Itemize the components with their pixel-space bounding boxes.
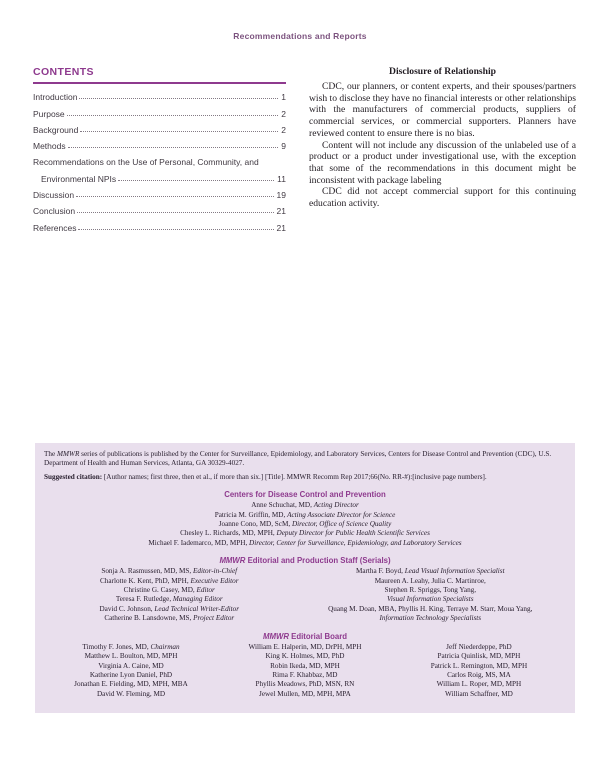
toc-label: Background bbox=[33, 124, 79, 135]
editorial-board-column-3 bbox=[392, 643, 566, 699]
person-line bbox=[44, 511, 566, 520]
toc-page-number: 2 bbox=[281, 124, 286, 135]
person-name: Patrick L. Remington, MD, MPH bbox=[430, 661, 528, 670]
person-name: Quang M. Doan, MBA, Phyllis H. King, Terraye M. Starr, Moua Yang, bbox=[328, 604, 533, 613]
person-name: William E. Halperin, MD, DrPH, MPH bbox=[248, 642, 362, 651]
person-line bbox=[44, 529, 566, 538]
person-line bbox=[44, 671, 218, 680]
person-line bbox=[44, 520, 566, 529]
disclosure-title: Disclosure of Relationship bbox=[389, 66, 496, 77]
toc-entry bbox=[33, 86, 286, 102]
person-line bbox=[218, 643, 392, 652]
person-line bbox=[295, 614, 566, 623]
person-line bbox=[218, 680, 392, 689]
person-name: King K. Holmes, MD, PhD bbox=[265, 652, 345, 661]
toc-entry bbox=[33, 135, 286, 151]
running-head: Recommendations and Reports bbox=[233, 31, 367, 41]
person-name: Virginia A. Caine, MD bbox=[98, 661, 164, 670]
disclosure-paragraph: CDC did not accept commercial support for this continuing education activity. bbox=[309, 186, 576, 210]
person-name: Patricia M. Griffin, MD, bbox=[214, 510, 288, 519]
person-name: Jewel Mullen, MD, MPH, MPA bbox=[259, 689, 351, 698]
person-name: Rima F. Khabbaz, MD bbox=[272, 670, 338, 679]
person-line bbox=[44, 690, 218, 699]
editorial-staff-right-column bbox=[295, 567, 566, 623]
toc-page-number: 21 bbox=[276, 222, 286, 233]
person-line bbox=[44, 652, 218, 661]
suggested-citation-label: Suggested citation: bbox=[44, 472, 103, 481]
person-role: Director, Center for Surveillance, Epidemiology, and Laboratory Services bbox=[249, 538, 462, 547]
person-line bbox=[44, 539, 566, 548]
person-line bbox=[44, 595, 295, 604]
person-role: Chairman bbox=[150, 642, 180, 651]
toc-page-number: 2 bbox=[281, 108, 286, 119]
person-line bbox=[44, 643, 218, 652]
journal-name: MMWR bbox=[262, 631, 289, 641]
toc-label: Recommendations on the Use of Personal, Community, and bbox=[33, 157, 259, 168]
editorial-staff-left-column bbox=[44, 567, 295, 623]
person-name: Jonathan E. Fielding, MD, MPH, MBA bbox=[74, 680, 188, 689]
person-line bbox=[44, 567, 295, 576]
editorial-staff-heading bbox=[44, 556, 566, 565]
toc-page-number: 19 bbox=[276, 190, 286, 201]
person-role: Deputy Director for Public Health Scientific Services bbox=[276, 529, 430, 538]
person-line bbox=[295, 567, 566, 576]
person-role: Editor-in-Chief bbox=[193, 567, 238, 576]
person-line bbox=[44, 680, 218, 689]
toc-page-number: 9 bbox=[281, 141, 286, 152]
person-name: Chesley L. Richards, MD, MPH, bbox=[180, 529, 277, 538]
person-line bbox=[44, 614, 295, 623]
toc-page-number: 1 bbox=[281, 92, 286, 103]
disclosure-paragraph: CDC, our planners, or content experts, and their spouses/partners wish to disclose they have no financial interests or other relationships with the manufacturers of commercial products, suppliers of commercial services, or commercial supporters. Planners have reviewed content to ensure there is no bias. bbox=[309, 81, 576, 139]
person-name: Matthew L. Boulton, MD, MPH bbox=[84, 652, 178, 661]
toc-leader-dots bbox=[78, 229, 273, 230]
toc-label: Introduction bbox=[33, 92, 78, 103]
cdc-leadership-list bbox=[44, 501, 566, 548]
person-role: Acting Director bbox=[313, 501, 359, 510]
person-name: William L. Roper, MD, MPH bbox=[436, 680, 522, 689]
publisher-note-journal-name: MMWR bbox=[56, 450, 80, 458]
toc-page-number: 11 bbox=[277, 173, 286, 184]
person-name: Martha F. Boyd, bbox=[355, 567, 405, 576]
toc-label: Purpose bbox=[33, 108, 65, 119]
toc-entry bbox=[33, 167, 286, 183]
toc-leader-dots bbox=[79, 98, 278, 99]
person-name: Phyllis Meadows, PhD, MSN, RN bbox=[255, 680, 355, 689]
toc-entry bbox=[33, 216, 286, 232]
person-line bbox=[392, 671, 566, 680]
publisher-note-text: series of publications is published by the Center for Surveillance, Epidemiology, and Laboratory Services, Centers for Disease Control and Prevention (CDC), U.S. Department of Health and Human Services, Atlanta, GA 30329-4027. bbox=[44, 450, 552, 468]
person-line bbox=[392, 643, 566, 652]
editorial-board-column-2 bbox=[218, 643, 392, 699]
toc-page-number: 21 bbox=[276, 206, 286, 217]
editorial-board-heading-text: Editorial Board bbox=[288, 631, 348, 641]
person-line bbox=[44, 577, 295, 586]
editorial-staff-columns bbox=[44, 567, 566, 623]
person-name: William Schaffner, MD bbox=[445, 689, 513, 698]
journal-name: MMWR bbox=[219, 556, 246, 566]
person-name: Anne Schuchat, MD, bbox=[251, 501, 314, 510]
toc-label: Environmental NPIs bbox=[41, 173, 117, 184]
person-role: Project Editor bbox=[193, 614, 235, 623]
publisher-note-text: The bbox=[44, 450, 57, 458]
person-name: Catherine B. Lansdowne, MS, bbox=[104, 614, 194, 623]
person-line bbox=[295, 595, 566, 604]
person-name: Maureen A. Leahy, Julia C. Martinroe, bbox=[374, 576, 486, 585]
contents-title: CONTENTS bbox=[33, 66, 286, 84]
editorial-staff-heading-text: Editorial and Production Staff (Serials) bbox=[245, 556, 391, 566]
person-name: Teresa F. Rutledge, bbox=[115, 595, 173, 604]
person-line bbox=[295, 586, 566, 595]
cdc-leadership-heading: Centers for Disease Control and Prevention bbox=[224, 490, 386, 500]
person-role: Lead Visual Information Specialist bbox=[404, 567, 505, 576]
person-role: Visual Information Specialists bbox=[387, 595, 474, 604]
masthead-box bbox=[35, 443, 575, 713]
toc-leader-dots bbox=[68, 147, 279, 148]
person-name: Christine G. Casey, MD, bbox=[123, 586, 197, 595]
toc-leader-dots bbox=[118, 180, 274, 181]
disclosure-paragraph: Content will not include any discussion of the unlabeled use of a product or a product under investigational use, with the exception that some of the recommendations in this document might be inconsistent with package labeling bbox=[309, 139, 576, 186]
person-line bbox=[392, 662, 566, 671]
person-role: Director, Office of Science Quality bbox=[291, 520, 392, 529]
person-line bbox=[392, 652, 566, 661]
toc-entry bbox=[33, 102, 286, 118]
person-role: Managing Editor bbox=[172, 595, 223, 604]
editorial-board-columns bbox=[44, 643, 566, 699]
person-line bbox=[44, 586, 295, 595]
person-name: Stephen R. Spriggs, Tong Yang, bbox=[384, 586, 477, 595]
person-name: Katherine Lyon Daniel, PhD bbox=[89, 670, 173, 679]
disclosure-section bbox=[309, 66, 576, 210]
person-line bbox=[392, 680, 566, 689]
table-of-contents bbox=[33, 86, 286, 233]
person-name: Carlos Roig, MS, MA bbox=[447, 670, 511, 679]
toc-label: Conclusion bbox=[33, 206, 76, 217]
person-name: Michael F. Iademarco, MD, MPH, bbox=[148, 538, 250, 547]
toc-leader-dots bbox=[76, 196, 273, 197]
person-name: David W. Fleming, MD bbox=[96, 689, 166, 698]
suggested-citation-text: [Author names; first three, then et al., if more than six.] [Title]. MMWR Recomm Rep 2017;66(No. RR-#):[inclusive page numbers]. bbox=[102, 472, 487, 481]
person-line bbox=[44, 662, 218, 671]
person-name: Sonja A. Rasmussen, MD, MS, bbox=[101, 567, 193, 576]
toc-leader-dots bbox=[67, 115, 279, 116]
person-line bbox=[218, 690, 392, 699]
person-name: Timothy F. Jones, MD, bbox=[82, 642, 151, 651]
person-line bbox=[218, 671, 392, 680]
person-name: Patricia Quinlisk, MD, MPH bbox=[437, 652, 521, 661]
person-line bbox=[295, 577, 566, 586]
person-name: David C. Johnson, bbox=[99, 604, 155, 613]
person-line bbox=[392, 690, 566, 699]
toc-entry bbox=[33, 119, 286, 135]
toc-label: References bbox=[33, 222, 77, 233]
publisher-note bbox=[44, 450, 566, 469]
person-line bbox=[295, 605, 566, 614]
editorial-board-column-1 bbox=[44, 643, 218, 699]
person-line bbox=[218, 652, 392, 661]
person-name: Robin Ikeda, MD, MPH bbox=[270, 661, 340, 670]
person-name: Charlotte K. Kent, PhD, MPH, bbox=[99, 576, 191, 585]
suggested-citation bbox=[44, 473, 566, 482]
person-role: Executive Editor bbox=[190, 576, 239, 585]
person-line bbox=[218, 662, 392, 671]
contents-section bbox=[33, 66, 286, 233]
person-role: Acting Associate Director for Science bbox=[287, 510, 396, 519]
toc-label: Methods bbox=[33, 141, 66, 152]
person-role: Lead Technical Writer-Editor bbox=[154, 604, 240, 613]
toc-entry bbox=[33, 184, 286, 200]
person-name: Jeff Niederdeppe, PhD bbox=[446, 642, 512, 651]
person-line bbox=[44, 605, 295, 614]
toc-label: Discussion bbox=[33, 190, 75, 201]
person-name: Joanne Cono, MD, ScM, bbox=[218, 520, 292, 529]
person-line bbox=[44, 501, 566, 510]
toc-entry bbox=[33, 151, 286, 167]
editorial-board-heading bbox=[44, 632, 566, 641]
toc-leader-dots bbox=[77, 212, 273, 213]
toc-entry bbox=[33, 200, 286, 216]
toc-leader-dots bbox=[80, 131, 278, 132]
person-role: Information Technology Specialists bbox=[379, 614, 482, 623]
person-role: Editor bbox=[196, 586, 215, 595]
